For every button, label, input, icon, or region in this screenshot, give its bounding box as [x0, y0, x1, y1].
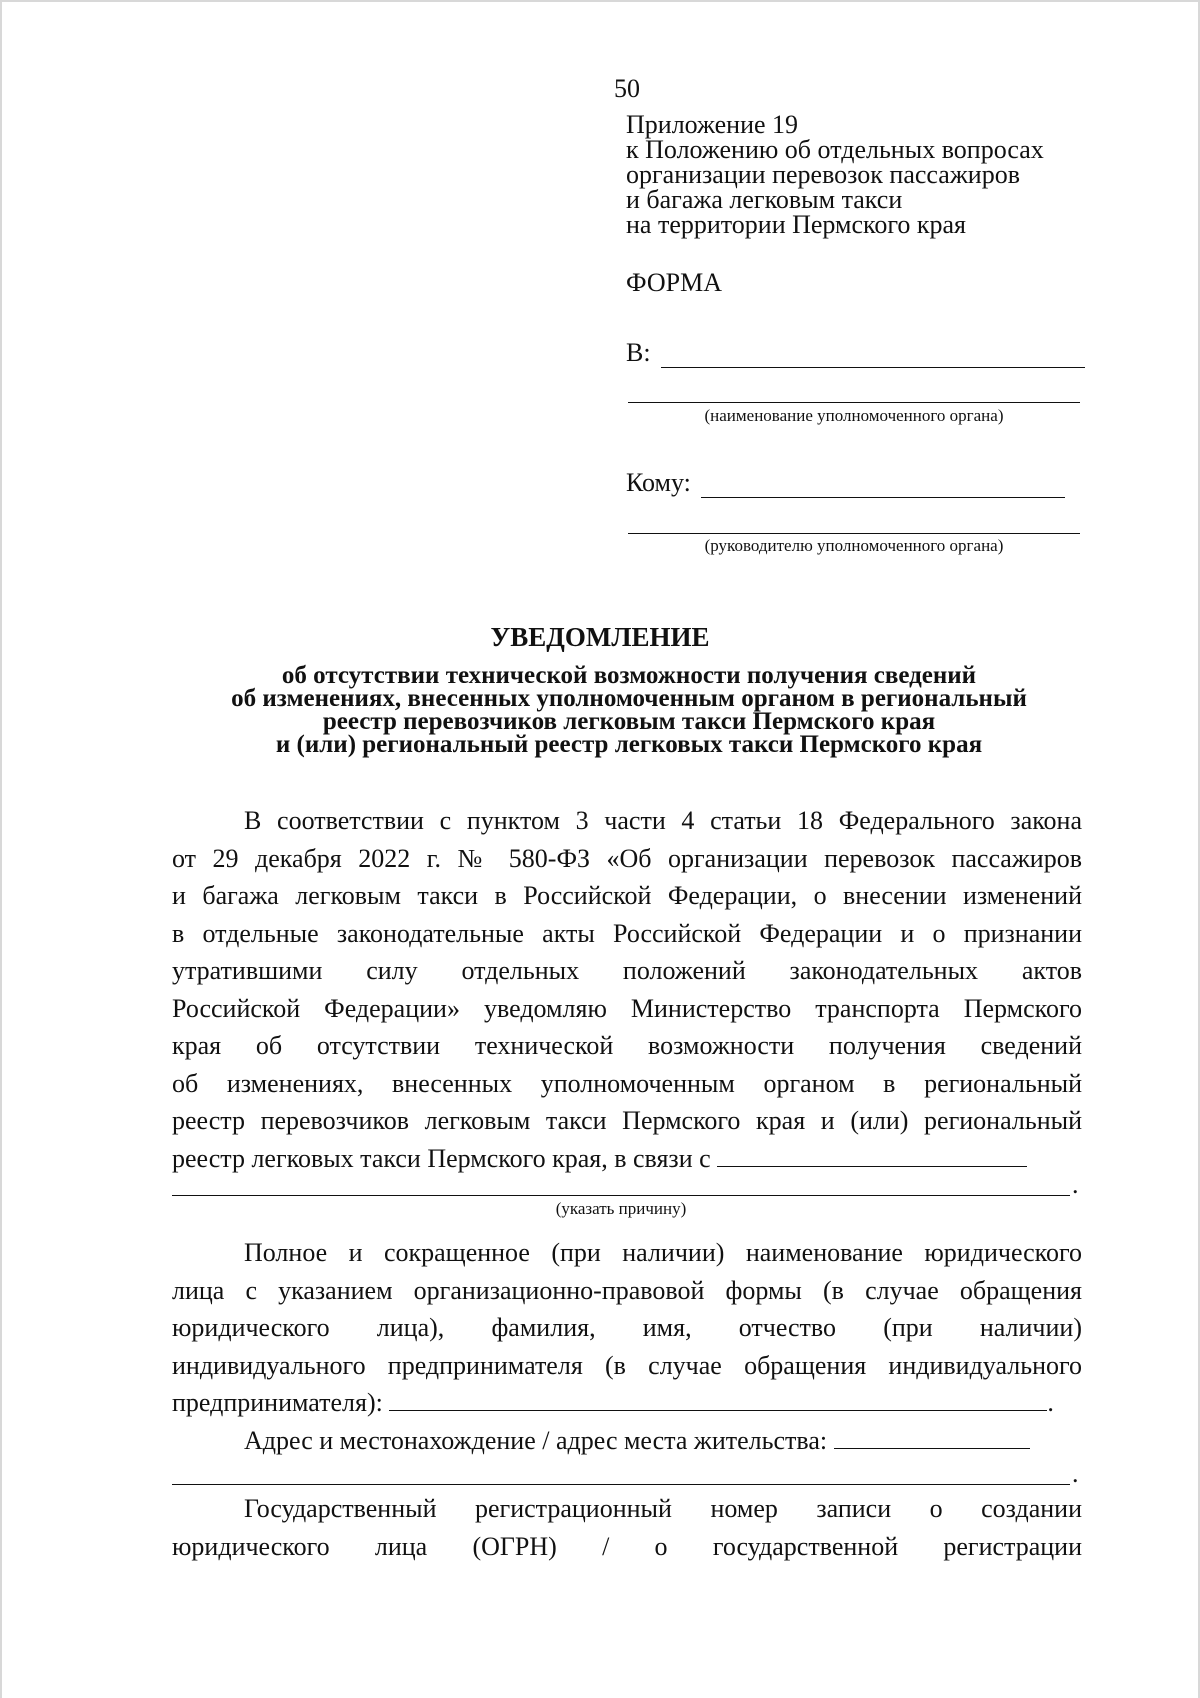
text-line-with-blank: [172, 1384, 1082, 1422]
text-line: лица с указанием организационно-правовой формы (в случае обращения: [172, 1275, 1082, 1305]
line-end-dot: .: [1047, 1388, 1054, 1417]
text-line: индивидуального предпринимателя (в случае обращения индивидуального: [172, 1350, 1082, 1380]
scan-edge-left: [0, 0, 2, 1698]
text-line: от 29 декабря 2022 г. № 580-ФЗ «Об организации перевозок пассажиров: [172, 843, 1082, 873]
document-title: УВЕДОМЛЕНИЕ: [490, 622, 710, 652]
text-line: предпринимателя):: [172, 1388, 383, 1417]
address-second-line[interactable]: [172, 1484, 1070, 1485]
reason-second-line[interactable]: [172, 1195, 1070, 1196]
whom-label: Кому:: [626, 468, 691, 497]
text-line: в отдельные законодательные акты Российской Федерации и о признании: [172, 918, 1082, 948]
text-line: и багажа легковым такси в Российской Федерации, о внесении изменений: [172, 881, 1082, 910]
line-end-dot: .: [1072, 1459, 1079, 1488]
text-line: Государственный регистрационный номер записи о создании: [244, 1494, 1082, 1523]
text-line-with-blank: [172, 1140, 1082, 1178]
address-input-line[interactable]: [834, 1428, 1030, 1449]
text-line: Российской Федерации» уведомляю Министерство транспорта Пермского: [172, 993, 1082, 1023]
appendix-block: [626, 112, 1044, 237]
text-line: реестр перевозчиков легковым такси Пермского края и (или) региональный: [172, 1106, 1082, 1135]
whom-second-line[interactable]: [628, 533, 1080, 534]
to-second-line[interactable]: [628, 402, 1080, 403]
subtitle-line: реестр перевозчиков легковым такси Пермского края: [322, 708, 936, 735]
to-label: В:: [626, 338, 651, 367]
page-number: 50: [614, 74, 640, 103]
whom-field[interactable]: [626, 468, 1065, 498]
form-label: ФОРМА: [626, 268, 722, 297]
reason-input-line[interactable]: [717, 1146, 1027, 1167]
address-label: Адрес и местонахождение / адрес места жительства:: [244, 1425, 828, 1455]
whom-input-line[interactable]: [701, 473, 1065, 498]
text-line: реестр легковых такси Пермского края, в связи с: [172, 1143, 711, 1173]
scan-edge-top: [0, 0, 1200, 2]
subtitle-line: и (или) региональный реестр легковых такси Пермского края: [275, 731, 983, 758]
to-caption: (наименование уполномоченного органа): [704, 406, 1004, 425]
text-line-with-blank: [172, 1422, 1082, 1460]
appendix-line: Приложение 19: [626, 110, 799, 139]
document-subtitle: [0, 664, 1200, 756]
whom-caption: (руководителю уполномоченного органа): [704, 536, 1004, 555]
line-end-dot: .: [1072, 1170, 1079, 1199]
reason-caption: (указать причину): [555, 1199, 687, 1218]
subtitle-line: об отсутствии технической возможности получения сведений: [281, 662, 977, 689]
appendix-line: к Положению об отдельных вопросах: [626, 135, 1044, 164]
body-paragraph-3: [172, 1490, 1082, 1565]
body-paragraph-1: [172, 802, 1082, 1177]
appendix-line: и багажа легковым такси: [626, 185, 903, 214]
text-line: В соответствии с пунктом 3 части 4 статьи 18 Федерального закона: [244, 806, 1082, 835]
body-paragraph-2: [172, 1234, 1082, 1459]
subtitle-line: об изменениях, внесенных уполномоченным органом в региональный: [231, 685, 1027, 712]
text-line: юридического лица (ОГРН) / о государственной регистрации: [172, 1531, 1082, 1561]
applicant-name-input-line[interactable]: [389, 1390, 1047, 1411]
to-input-line[interactable]: [661, 343, 1085, 368]
appendix-line: на территории Пермского края: [626, 210, 966, 239]
text-line: края об отсутствии технической возможности получения сведений: [172, 1031, 1082, 1060]
text-line: Полное и сокращенное (при наличии) наименование юридического: [244, 1238, 1082, 1267]
text-line: об изменениях, внесенных уполномоченным органом в региональный: [172, 1068, 1082, 1098]
text-line: утратившими силу отдельных положений законодательных актов: [172, 956, 1082, 985]
text-line: юридического лица), фамилия, имя, отчество (при наличии): [172, 1313, 1082, 1342]
appendix-line: организации перевозок пассажиров: [626, 160, 1020, 189]
to-field[interactable]: [626, 338, 1085, 368]
